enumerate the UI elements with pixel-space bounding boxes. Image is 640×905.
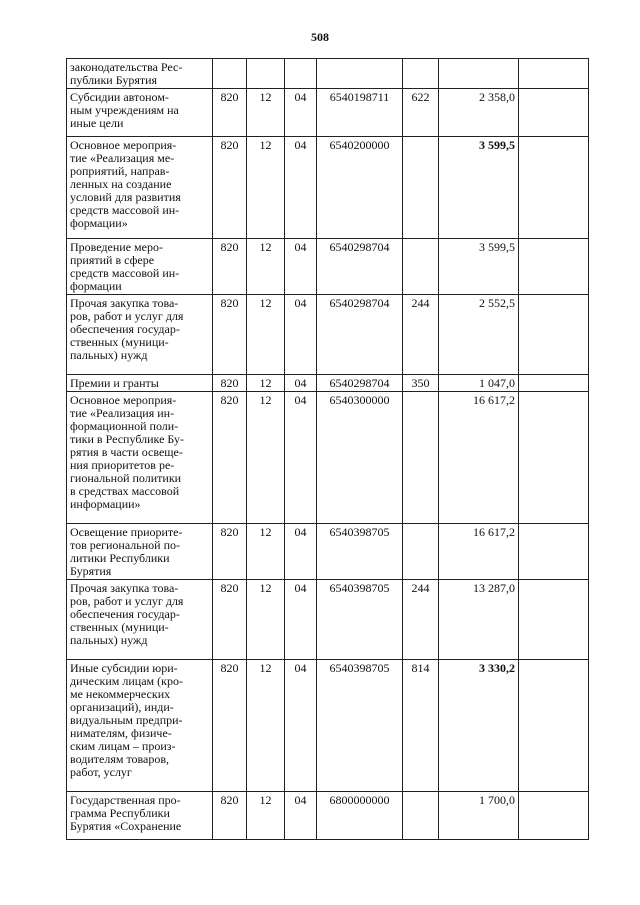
subsection-code-text: 04 — [294, 296, 307, 310]
section-code-cell — [247, 524, 285, 580]
ministry-code-text: 820 — [220, 240, 239, 254]
subsection-code-cell — [285, 239, 317, 295]
page-number: 508 — [311, 30, 329, 44]
row-name-cell — [67, 239, 213, 295]
target-article-text: 6540398705 — [329, 581, 390, 595]
table-row — [67, 239, 589, 295]
amount-cell — [439, 137, 519, 239]
amount-cell — [439, 392, 519, 524]
expense-type-text: 244 — [411, 581, 430, 595]
subsection-code-text: 04 — [294, 393, 307, 407]
subsection-code-cell — [285, 660, 317, 792]
expense-type-cell — [403, 295, 439, 375]
ministry-code-cell — [213, 59, 247, 89]
ministry-code-text: 820 — [220, 90, 239, 104]
amount-cell — [439, 89, 519, 137]
table-body — [67, 59, 589, 840]
subsection-code-text: 04 — [294, 581, 307, 595]
amount-text: 3 599,5 — [479, 240, 515, 254]
extra-cell — [519, 392, 589, 524]
ministry-code-cell — [213, 524, 247, 580]
extra-cell — [519, 89, 589, 137]
target-article-cell — [317, 239, 403, 295]
target-article-cell — [317, 89, 403, 137]
row-name-cell — [67, 89, 213, 137]
ministry-code-text: 820 — [220, 793, 239, 807]
section-code-text: 12 — [259, 90, 272, 104]
expense-type-cell — [403, 89, 439, 137]
row-name-cell — [67, 660, 213, 792]
expense-type-text: 350 — [411, 376, 430, 390]
target-article-cell — [317, 524, 403, 580]
row-name-text: Проведение меро- приятий в сфере средств массовой ин- формации — [70, 240, 180, 293]
target-article-cell — [317, 59, 403, 89]
budget-table — [66, 58, 589, 840]
extra-cell — [519, 660, 589, 792]
section-code-cell — [247, 89, 285, 137]
expense-type-cell — [403, 392, 439, 524]
row-name-text: Субсидии автоном- ным учреждениям на иные цели — [70, 90, 179, 130]
subsection-code-cell — [285, 392, 317, 524]
section-code-cell — [247, 137, 285, 239]
amount-cell — [439, 295, 519, 375]
extra-cell — [519, 580, 589, 660]
subsection-code-text: 04 — [294, 376, 307, 390]
target-article-text: 6540298704 — [329, 296, 390, 310]
table-row — [67, 375, 589, 392]
section-code-cell — [247, 392, 285, 524]
row-name-text: Прочая закупка това- ров, работ и услуг для обеспечения государ- ственных (муници- пальных) нужд — [70, 581, 184, 647]
table-row — [67, 580, 589, 660]
amount-cell — [439, 792, 519, 840]
subsection-code-cell — [285, 375, 317, 392]
subsection-code-cell — [285, 792, 317, 840]
row-name-cell — [67, 392, 213, 524]
row-name-cell — [67, 375, 213, 392]
row-name-cell — [67, 59, 213, 89]
target-article-cell — [317, 660, 403, 792]
row-name-text: Прочая закупка това- ров, работ и услуг для обеспечения государ- ственных (муници- пальных) нужд — [70, 296, 184, 362]
subsection-code-cell — [285, 59, 317, 89]
target-article-text: 6540300000 — [329, 393, 390, 407]
row-name-text: Основное мероприя- тие «Реализация ме- роприятий, направ- ленных на создание условий для развития средств массовой ин- формации» — [70, 138, 181, 230]
target-article-text: 6540398705 — [329, 661, 390, 675]
amount-text: 1 047,0 — [479, 376, 515, 390]
expense-type-text: 244 — [411, 296, 430, 310]
row-name-text: законодательства Рес- публики Бурятия — [70, 60, 183, 87]
extra-cell — [519, 375, 589, 392]
row-name-text: Государственная про- грамма Республики Бурятия «Сохранение — [70, 793, 182, 833]
row-name-cell — [67, 524, 213, 580]
subsection-code-cell — [285, 524, 317, 580]
target-article-text: 6540198711 — [329, 90, 390, 104]
target-article-cell — [317, 137, 403, 239]
row-name-text: Освещение приорите- тов региональной по- литики Республики Бурятия — [70, 525, 183, 578]
ministry-code-cell — [213, 295, 247, 375]
amount-text: 3 330,2 — [479, 661, 515, 675]
ministry-code-cell — [213, 392, 247, 524]
amount-cell — [439, 375, 519, 392]
section-code-text: 12 — [259, 393, 272, 407]
subsection-code-text: 04 — [294, 138, 307, 152]
table-row — [67, 660, 589, 792]
ministry-code-cell — [213, 580, 247, 660]
expense-type-cell — [403, 239, 439, 295]
amount-text: 16 617,2 — [473, 393, 515, 407]
amount-cell — [439, 580, 519, 660]
table-row — [67, 392, 589, 524]
section-code-cell — [247, 375, 285, 392]
subsection-code-text: 04 — [294, 90, 307, 104]
section-code-text: 12 — [259, 793, 272, 807]
subsection-code-text: 04 — [294, 525, 307, 539]
extra-cell — [519, 137, 589, 239]
expense-type-cell — [403, 792, 439, 840]
section-code-cell — [247, 792, 285, 840]
section-code-text: 12 — [259, 581, 272, 595]
target-article-text: 6800000000 — [329, 793, 390, 807]
section-code-text: 12 — [259, 661, 272, 675]
expense-type-cell — [403, 375, 439, 392]
ministry-code-cell — [213, 375, 247, 392]
row-name-cell — [67, 792, 213, 840]
target-article-cell — [317, 375, 403, 392]
extra-cell — [519, 792, 589, 840]
table-row — [67, 59, 589, 89]
subsection-code-text: 04 — [294, 661, 307, 675]
subsection-code-cell — [285, 295, 317, 375]
section-code-text: 12 — [259, 138, 272, 152]
target-article-cell — [317, 580, 403, 660]
row-name-text: Основное мероприя- тие «Реализация ин- формационной поли- тики в Республике Бу- рятия в части освеще- ния приоритетов ре- гиональной политики в средствах массовой информации» — [70, 393, 184, 511]
target-article-text: 6540398705 — [329, 525, 390, 539]
row-name-text: Премии и гранты — [70, 376, 159, 390]
section-code-cell — [247, 660, 285, 792]
target-article-text: 6540298704 — [329, 376, 390, 390]
amount-text: 13 287,0 — [473, 581, 515, 595]
extra-cell — [519, 524, 589, 580]
extra-cell — [519, 59, 589, 89]
expense-type-cell — [403, 580, 439, 660]
row-name-cell — [67, 137, 213, 239]
target-article-text: 6540298704 — [329, 240, 390, 254]
table-row — [67, 524, 589, 580]
expense-type-cell — [403, 660, 439, 792]
expense-type-text: 814 — [411, 661, 430, 675]
section-code-text: 12 — [259, 376, 272, 390]
amount-text: 16 617,2 — [473, 525, 515, 539]
ministry-code-text: 820 — [220, 661, 239, 675]
ministry-code-cell — [213, 660, 247, 792]
amount-text: 2 552,5 — [479, 296, 515, 310]
row-name-cell — [67, 580, 213, 660]
ministry-code-text: 820 — [220, 296, 239, 310]
ministry-code-cell — [213, 239, 247, 295]
target-article-cell — [317, 792, 403, 840]
section-code-text: 12 — [259, 240, 272, 254]
ministry-code-text: 820 — [220, 393, 239, 407]
subsection-code-cell — [285, 89, 317, 137]
table-row — [67, 137, 589, 239]
expense-type-text: 622 — [411, 90, 430, 104]
subsection-code-cell — [285, 137, 317, 239]
subsection-code-text: 04 — [294, 793, 307, 807]
target-article-cell — [317, 392, 403, 524]
amount-text: 1 700,0 — [479, 793, 515, 807]
expense-type-cell — [403, 524, 439, 580]
table-row — [67, 89, 589, 137]
ministry-code-text: 820 — [220, 376, 239, 390]
section-code-cell — [247, 580, 285, 660]
amount-cell — [439, 59, 519, 89]
expense-type-cell — [403, 59, 439, 89]
amount-cell — [439, 660, 519, 792]
ministry-code-text: 820 — [220, 138, 239, 152]
amount-text: 3 599,5 — [479, 138, 515, 152]
expense-type-cell — [403, 137, 439, 239]
section-code-cell — [247, 239, 285, 295]
ministry-code-cell — [213, 792, 247, 840]
section-code-cell — [247, 59, 285, 89]
section-code-text: 12 — [259, 525, 272, 539]
extra-cell — [519, 295, 589, 375]
amount-cell — [439, 239, 519, 295]
target-article-cell — [317, 295, 403, 375]
amount-cell — [439, 524, 519, 580]
subsection-code-text: 04 — [294, 240, 307, 254]
subsection-code-cell — [285, 580, 317, 660]
section-code-cell — [247, 295, 285, 375]
table-row — [67, 792, 589, 840]
row-name-cell — [67, 295, 213, 375]
table-row — [67, 295, 589, 375]
ministry-code-cell — [213, 137, 247, 239]
target-article-text: 6540200000 — [329, 138, 390, 152]
ministry-code-text: 820 — [220, 525, 239, 539]
ministry-code-cell — [213, 89, 247, 137]
ministry-code-text: 820 — [220, 581, 239, 595]
section-code-text: 12 — [259, 296, 272, 310]
amount-text: 2 358,0 — [479, 90, 515, 104]
extra-cell — [519, 239, 589, 295]
row-name-text: Иные субсидии юри- дическим лицам (кро- ме некоммерческих организаций), инди- видуальным предпри- нимателям, физиче- ским лицам – произ- водителям товаров, работ, услуг — [70, 661, 183, 779]
